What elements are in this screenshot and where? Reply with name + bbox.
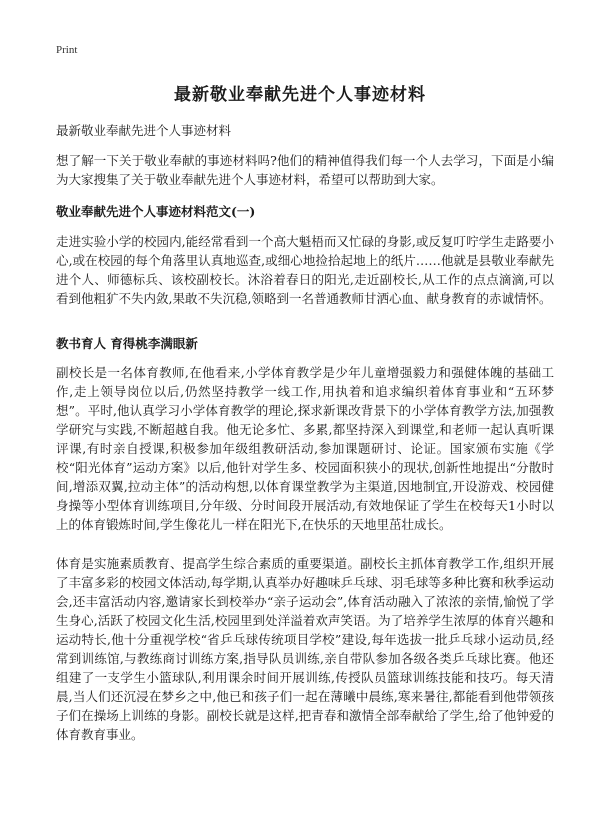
section2-heading: 教书育人 育得桃李满眼新 <box>56 336 198 351</box>
document-title: 最新敬业奉献先进个人事迹材料 <box>174 85 426 105</box>
document-subtitle: 最新敬业奉献先进个人事迹材料 <box>56 123 232 138</box>
section1-paragraph: 走进实验小学的校园内,能经常看到一个高大魁梧而又忙碌的身影,或反复叮咛学生走路要小心,或在校园的每个角落里认真地巡查,或细心地捡拾起地上的纸片……他就是县敬业奉献先进个人、师德标兵、该校副校长。沐浴着春日的阳光,走近副校长,从工作的点点滴滴,可以看到他粗犷不失内敛,果敢不失沉稳,领略到一名普通教师甘洒心血、献身教育的赤诚情怀。 <box>56 234 554 306</box>
section2-paragraph-1: 副校长是一名体育教师,在他看来,小学体育教学是少年儿童增强毅力和强健体魄的基础工作,走上领导岗位以后,仍然坚持教学一线工作,用执着和追求编织着体育事业和“五环梦想”。平时,他认真学习小学体育教学的理论,探求新课改背景下的小学体育教学方法,加强教学研究与实践,不断超越自我。他无论多忙、多累,都坚持深入到课堂,和老师一起认真听课评课,有时亲自授课,积极参加年级组教研活动,参加课题研讨、论证。国家颁布实施《学校“阳光体育”运动方案》以后,他针对学生多、校园面积狭小的现状,创新性地提出“分散时间,增添双翼,拉动主体”的活动构想,以体育课堂教学为主渠道,因地制宜,开设游戏、校园健身操等小型体育训练项目,分年级、分时间段开展活动,有效地保证了学生在校每天1小时以上的体育锻炼时间,学生像花儿一样在阳光下,在快乐的天地里茁壮成长。 <box>56 365 554 532</box>
section2-paragraph-2: 体育是实施素质教育、提高学生综合素质的重要渠道。副校长主抓体育教学工作,组织开展了丰富多彩的校园文体活动,每学期,认真举办好趣味乒乓球、羽毛球等多种比赛和秋季运动会,还丰富活动内容,邀请家长到校举办“亲子运动会”,体育活动融入了浓浓的亲情,愉悦了学生身心,活跃了校园文化生活,校园里到处洋溢着欢声笑语。为了培养学生浓厚的体育兴趣和运动特长,他十分重视学校“省乒乓球传统项目学校”建设,每年选拔一批乒乓球小运动员,经常到训练馆,与教练商讨训练方案,指导队员训练,亲自带队参加各级各类乒乓球比赛。他还组建了一支学生小篮球队,利用课余时间开展训练,传授队员篮球训练技能和技巧。每天清晨,当人们还沉浸在梦乡之中,他已和孩子们一起在薄曦中晨练,寒来暑往,都能看到他带领孩子们在操场上训练的身影。副校长就是这样,把青春和激情全部奉献给了学生,给了他钟爱的体育教育事业。 <box>56 556 554 742</box>
section1-heading: 敬业奉献先进个人事迹材料范文(一) <box>56 204 256 219</box>
print-label: Print <box>56 44 78 56</box>
intro-paragraph: 想了解一下关于敬业奉献的事迹材料吗?他们的精神值得我们每一个人去学习，下面是小编为大家搜集了关于敬业奉献先进个人事迹材料，希望可以帮助到大家。 <box>56 153 554 187</box>
